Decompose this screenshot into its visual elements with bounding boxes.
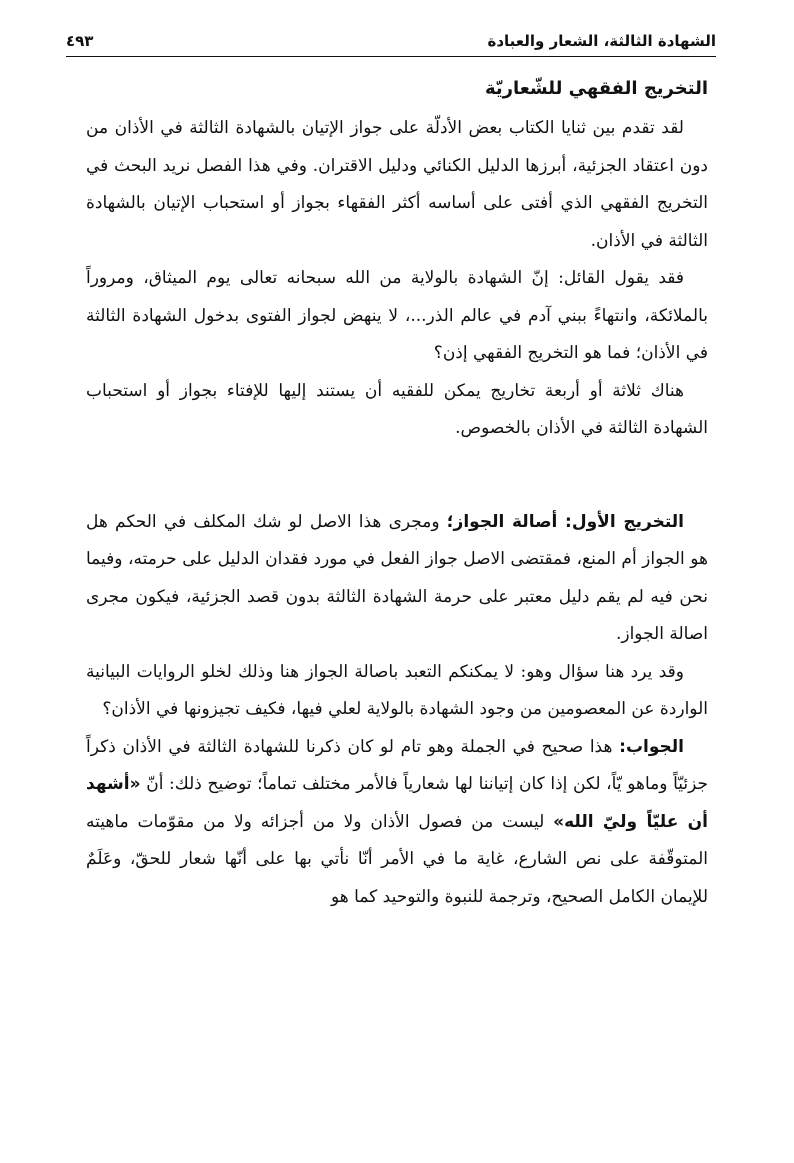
section-heading: التخريج الفقهي للشّعاريّة xyxy=(484,78,708,99)
page-number: ٤٩٣ xyxy=(66,32,94,50)
paragraph-6-lead: الجواب: xyxy=(619,736,684,757)
section-gap xyxy=(86,448,708,504)
paragraph-4 xyxy=(86,504,708,654)
page-header xyxy=(66,30,716,57)
paragraph-4-lead: التخريج الأول: أصالة الجواز؛ xyxy=(446,511,684,532)
paragraph-6 xyxy=(86,729,708,917)
paragraph-5: وقد يرد هنا سؤال وهو: لا يمكنكم التعبد باصالة الجواز هنا وذلك لخلو الروايات البيانية الواردة عن المعصومين من وجود الشهادة بالولاية لعلي فيها، فكيف تجيزونها في الأذان؟ xyxy=(86,661,708,719)
paragraph-3: هناك ثلاثة أو أربعة تخاريج يمكن للفقيه أن يستند إليها للإفتاء بجواز أو استحباب الشهادة الثالثة في الأذان بالخصوص. xyxy=(86,380,708,438)
paragraph-6-text-a: هذا صحيح في الجملة وهو تام لو كان ذكرنا للشهادة الثالثة في الأذان ذكراً جزئيّاً وماهو يّاً، لكن إذا كان إتياننا لها شعارياً فالأمر مختلف تماماً؛ توضيح ذلك: أنّ xyxy=(86,736,708,794)
paragraph-6-quote: «أشهد أن عليّاً وليّ الله» xyxy=(86,774,709,832)
running-title: الشهادة الثالثة، الشعار والعبادة xyxy=(487,32,716,50)
paragraph-6-text-b: ليست من فصول الأذان ولا من أجزائه ولا من مقوّمات ماهيته المتوقّفة على نص الشارع، غاية ما في الأمر أنّا نأتي بها على أنّها شعار للحقّ، وعَلَمٌ للإيمان الكامل الصحيح، وترجمة للنبوة والتوحيد كما هو xyxy=(86,811,708,907)
paragraph-2: فقد يقول القائل: إنّ الشهادة بالولاية من الله سبحانه تعالى يوم الميثاق، ومروراً بالملائكة، وانتهاءً ببني آدم في عالم الذر...، لا ينهض لجواز الفتوى بدخول الشهادة الثالثة في الأذان؛ فما هو التخريج الفقهي إذن؟ xyxy=(86,268,708,363)
page-content xyxy=(86,72,708,916)
paragraph-4-text: ومجرى هذا الاصل لو شك المكلف في الحكم هل هو الجواز أم المنع، فمقتضى الاصل جواز الفعل في مورد فقدان الدليل على حرمته، وفيما نحن فيه لم يقم دليل معتبر على حرمة الشهادة الثالثة بدون قصد الجزئية، فيكون مجرى اصالة الجواز. xyxy=(86,511,708,644)
paragraph-1: لقد تقدم بين ثنايا الكتاب بعض الأدلّة على جواز الإتيان بالشهادة الثالثة في الأذان من دون اعتقاد الجزئية، أبرزها الدليل الكنائي ودليل الاقتران. وفي هذا الفصل نريد البحث في التخريج الفقهي الذي أفتى على أساسه أكثر الفقهاء بجواز أو استحباب الإتيان بالشهادة الثالثة في الأذان. xyxy=(86,118,708,251)
